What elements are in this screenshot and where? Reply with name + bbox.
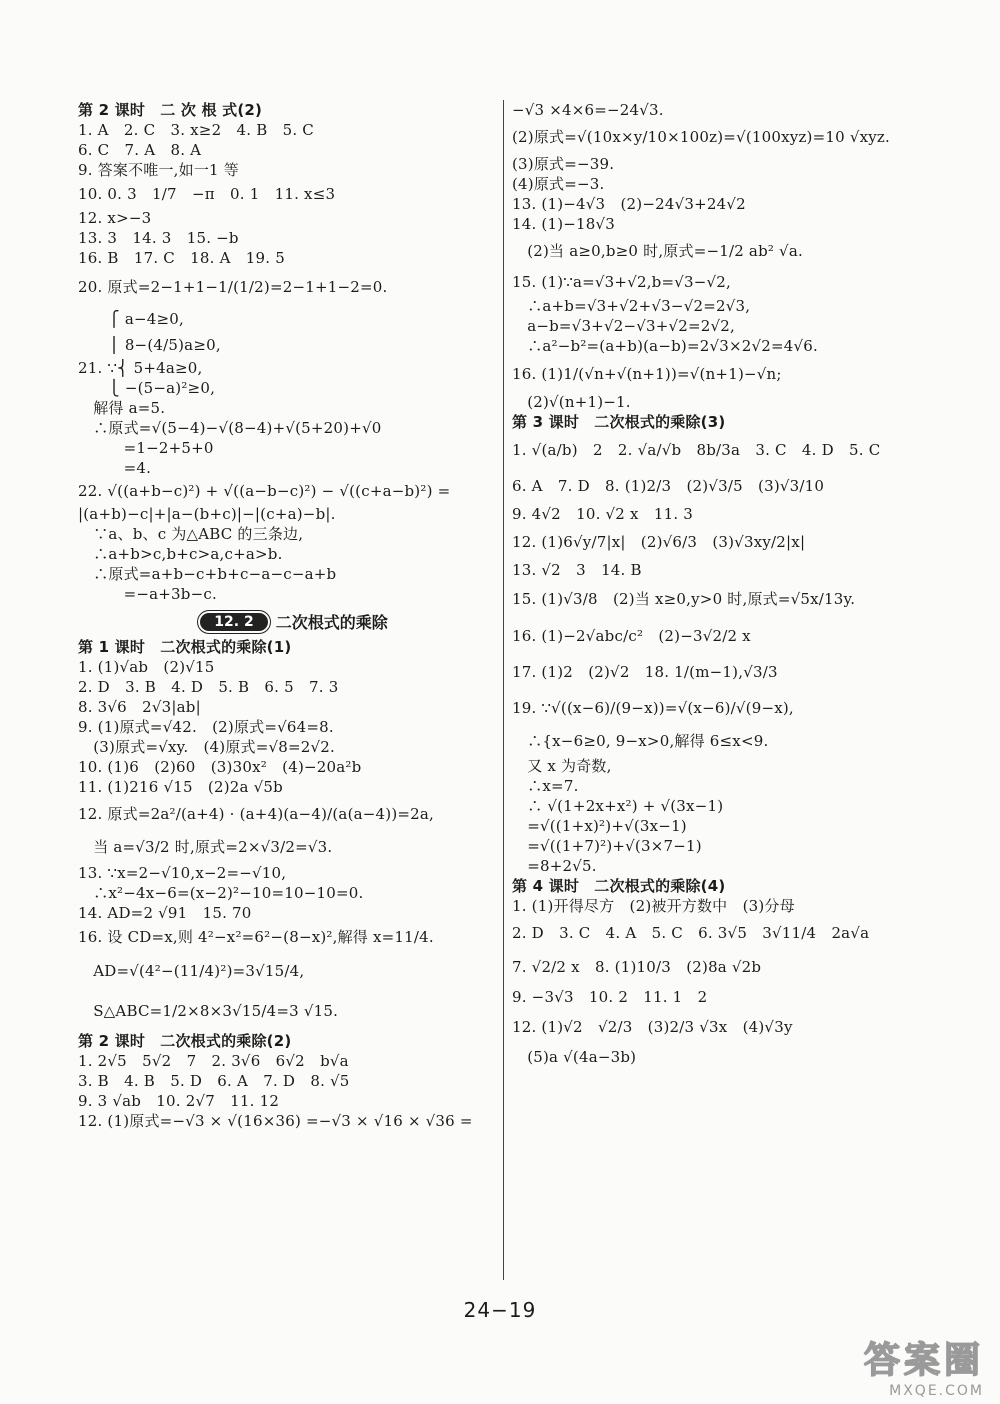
answer-line: −√3 ×4×6=−24√3. xyxy=(512,101,664,119)
lesson-heading: 第 2 课时 二次根式的乘除(2) xyxy=(78,1032,292,1050)
answer-line: 16. (1)1/(√n+√(n+1))=√(n+1)−√n; xyxy=(512,365,782,383)
watermark-logo xyxy=(796,1332,984,1399)
answer-line: ⎩ −(5−a)²≥0, xyxy=(78,379,216,397)
answer-line: 1. (1)√ab (2)√15 xyxy=(78,658,215,676)
answer-line: 9. −3√3 10. 2 11. 1 2 xyxy=(512,988,708,1006)
answer-line: 13. 3 14. 3 15. −b xyxy=(78,229,239,247)
answer-line: (2)当 a≥0,b≥0 时,原式=−1/2 ab² √a. xyxy=(512,242,803,260)
answer-line: 16. (1)−2√abc/c² (2)−3√2/2 x xyxy=(512,627,751,645)
answer-line: ⎧ a−4≥0, xyxy=(78,310,184,328)
answer-line: ∴a+b>c,b+c>a,c+a>b. xyxy=(78,545,283,563)
lesson-heading: 第 2 课时 二 次 根 式(2) xyxy=(78,101,263,119)
answer-line: =4. xyxy=(78,459,152,477)
answer-line: ∴a+b=√3+√2+√3−√2=2√3, xyxy=(512,297,751,315)
answer-line: 16. 设 CD=x,则 4²−x²=6²−(8−x)²,解得 x=11/4. xyxy=(78,928,434,946)
answer-line: 12. (1)6√y/7|x| (2)√6/3 (3)√3xy/2|x| xyxy=(512,533,806,551)
answer-line: 16. B 17. C 18. A 19. 5 xyxy=(78,249,285,267)
section-badge: 12. 2 xyxy=(200,613,267,631)
answer-line: ∴x²−4x−6=(x−2)²−10=10−10=0. xyxy=(78,884,364,902)
left-column xyxy=(78,100,510,1131)
answer-line: 3. B 4. B 5. D 6. A 7. D 8. √5 xyxy=(78,1072,350,1090)
answer-line: 当 a=√3/2 时,原式=2×√3/2=√3. xyxy=(78,838,333,856)
lesson-heading: 第 3 课时 二次根式的乘除(3) xyxy=(512,413,726,431)
answer-line: 22. √((a+b−c)²) + √((a−b−c)²) − √((c+a−b)²) = xyxy=(78,482,451,500)
answer-line: 13. (1)−4√3 (2)−24√3+24√2 xyxy=(512,195,746,213)
answer-line: 9. 3 √ab 10. 2√7 11. 12 xyxy=(78,1092,280,1110)
answer-line: =√((1+x)²)+√(3x−1) xyxy=(512,817,687,835)
answer-line: 12. 原式=2a²/(a+4) · (a+4)(a−4)/(a(a−4))=2a, xyxy=(78,805,435,823)
answer-line: (3)原式=−39. xyxy=(512,155,615,173)
column-divider xyxy=(503,100,504,1280)
answer-line: 19. ∵√((x−6)/(9−x))=√(x−6)/√(9−x), xyxy=(512,699,794,717)
answer-line: S△ABC=1/2×8×3√15/4=3 √15. xyxy=(78,1002,339,1020)
answer-line: 1. √(a/b) 2 2. √a/√b 8b/3a 3. C 4. D 5. C xyxy=(512,441,881,459)
answer-line: 12. (1)原式=−√3 × √(16×36) =−√3 × √16 × √36 = xyxy=(78,1112,473,1130)
lesson-heading: 第 1 课时 二次根式的乘除(1) xyxy=(78,638,292,656)
answer-line: 6. C 7. A 8. A xyxy=(78,141,202,159)
answer-line: 9. 答案不唯一,如一1 等 xyxy=(78,161,239,179)
answer-line: =1−2+5+0 xyxy=(78,439,214,457)
answer-line: ∴a²−b²=(a+b)(a−b)=2√3×2√2=4√6. xyxy=(512,337,818,355)
answer-line: ⎪ 8−(4/5)a≥0, xyxy=(78,336,221,354)
answer-line: 2. D 3. B 4. D 5. B 6. 5 7. 3 xyxy=(78,678,339,696)
answer-line: 9. (1)原式=√42. (2)原式=√64=8. xyxy=(78,718,334,736)
answer-line: 12. (1)√2 √2/3 (3)2/3 √3x (4)√3y xyxy=(512,1018,793,1036)
answer-line: (2)√(n+1)−1. xyxy=(512,393,631,411)
answer-line: (2)原式=√(10x×y/10×100z)=√(100xyz)=10 √xyz. xyxy=(512,128,890,146)
answer-line: (4)原式=−3. xyxy=(512,175,605,193)
answer-line: ∴x=7. xyxy=(512,777,579,795)
lesson-heading: 第 4 课时 二次根式的乘除(4) xyxy=(512,877,726,895)
answer-line: 21. ∵⎨ 5+4a≥0, xyxy=(78,359,203,377)
answer-line: ∴ √(1+2x+x²) + √(3x−1) xyxy=(512,797,724,815)
answer-line: 11. (1)216 √15 (2)2a √5b xyxy=(78,778,283,796)
answer-line: ∴原式=a+b−c+b+c−a−c−a+b xyxy=(78,565,337,583)
watermark-sub: MXQE.COM xyxy=(889,1383,984,1399)
answer-line: AD=√(4²−(11/4)²)=3√15/4, xyxy=(78,962,305,980)
answer-line: (5)a √(4a−3b) xyxy=(512,1048,637,1066)
answer-line: 15. (1)∵a=√3+√2,b=√3−√2, xyxy=(512,273,731,291)
answer-line: |(a+b)−c|+|a−(b+c)|−|(c+a)−b|. xyxy=(78,505,336,523)
answer-line: 10. 0. 3 1/7 −π 0. 1 11. x≤3 xyxy=(78,185,336,203)
answer-line: 1. 2√5 5√2 7 2. 3√6 6√2 b√a xyxy=(78,1052,349,1070)
answer-line: ∵a、b、c 为△ABC 的三条边, xyxy=(78,525,304,543)
section-header xyxy=(78,610,510,633)
right-column xyxy=(512,100,972,1070)
answer-line: =−a+3b−c. xyxy=(78,585,217,603)
answer-line: 8. 3√6 2√3|ab| xyxy=(78,698,201,716)
answer-line: 20. 原式=2−1+1−1/(1/2)=2−1+1−2=0. xyxy=(78,278,388,296)
answer-line: 15. (1)√3/8 (2)当 x≥0,y>0 时,原式=√5x/13y. xyxy=(512,590,856,608)
answer-line: (3)原式=√xy. (4)原式=√8=2√2. xyxy=(78,738,335,756)
answer-line: 14. AD=2 √91 15. 70 xyxy=(78,904,252,922)
answer-line: 17. (1)2 (2)√2 18. 1/(m−1),√3/3 xyxy=(512,663,778,681)
answer-line: 2. D 3. C 4. A 5. C 6. 3√5 3√11/4 2a√a xyxy=(512,924,870,942)
section-title: 二次根式的乘除 xyxy=(275,613,388,632)
answer-line: 又 x 为奇数, xyxy=(512,757,612,775)
answer-line: 1. A 2. C 3. x≥2 4. B 5. C xyxy=(78,121,314,139)
page-number: 24−19 xyxy=(463,1298,537,1322)
answer-line: 13. ∵x=2−√10,x−2=−√10, xyxy=(78,864,287,882)
answer-line: 6. A 7. D 8. (1)2/3 (2)√3/5 (3)√3/10 xyxy=(512,477,825,495)
answer-line: 10. (1)6 (2)60 (3)30x² (4)−20a²b xyxy=(78,758,362,776)
answer-line: 14. (1)−18√3 xyxy=(512,215,616,233)
answer-line: =√((1+7)²)+√(3×7−1) xyxy=(512,837,702,855)
answer-line: a−b=√3+√2−√3+√2=2√2, xyxy=(512,317,735,335)
answer-line: 13. √2 3 14. B xyxy=(512,561,642,579)
answer-line: 12. x>−3 xyxy=(78,209,152,227)
answer-line: ∴{x−6≥0, 9−x>0,解得 6≤x<9. xyxy=(512,732,769,750)
answer-line: ∴原式=√(5−4)−√(8−4)+√(5+20)+√0 xyxy=(78,419,382,437)
answer-line: 7. √2/2 x 8. (1)10/3 (2)8a √2b xyxy=(512,958,762,976)
answer-line: 9. 4√2 10. √2 x 11. 3 xyxy=(512,505,694,523)
watermark-main: 答案圈 xyxy=(863,1340,984,1381)
answer-line: =8+2√5. xyxy=(512,857,597,875)
answer-line: 解得 a=5. xyxy=(78,399,166,417)
answer-line: 1. (1)开得尽方 (2)被开方数中 (3)分母 xyxy=(512,897,795,915)
